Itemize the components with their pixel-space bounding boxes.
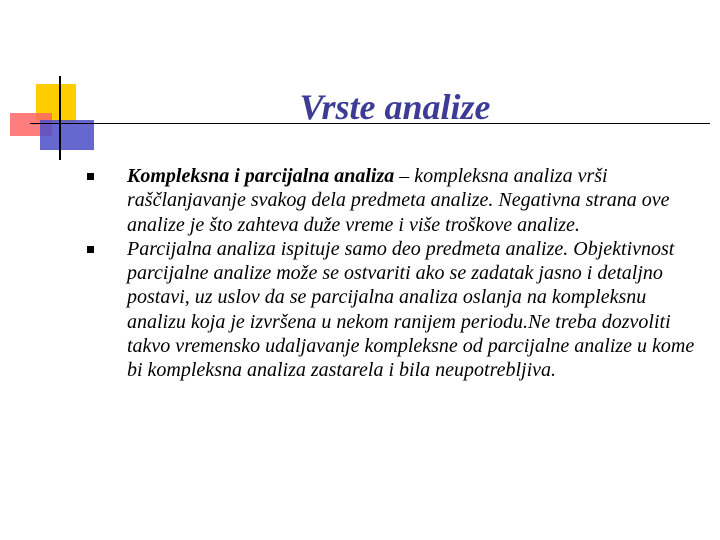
bullet-text: – kompleksna analiza vrši raščlanjavanje svakog dela predmeta analize. Negativna strana ove analize je što zahteva duže vreme i više troškove analize. xyxy=(127,165,670,236)
bullet-list xyxy=(86,164,698,383)
bullet-item xyxy=(86,237,698,383)
decorative-vertical-line xyxy=(59,76,61,160)
square-bullet-icon xyxy=(87,173,94,180)
slide-title: Vrste analize xyxy=(299,87,491,127)
decorative-blue-square xyxy=(40,120,94,150)
bullet-item xyxy=(86,164,698,237)
square-bullet-icon xyxy=(87,246,94,253)
bullet-term: Kompleksna i parcijalna analiza xyxy=(127,165,395,187)
bullet-text: Parcijalna analiza ispituje samo deo predmeta analize. Objektivnost parcijalne analize može se ostvariti ako se zadatak jasno i detaljno postavi, uz uslov da se parcijalna analiza oslanja na kompleksnu analizu koja je izvršena u nekom ranijem periodu.Ne treba dozvoliti takvo vremensko udaljavanje kompleksne od parcijalne analize u kome bi kompleksna analiza zastarela i bila neupotrebljiva. xyxy=(127,237,695,382)
